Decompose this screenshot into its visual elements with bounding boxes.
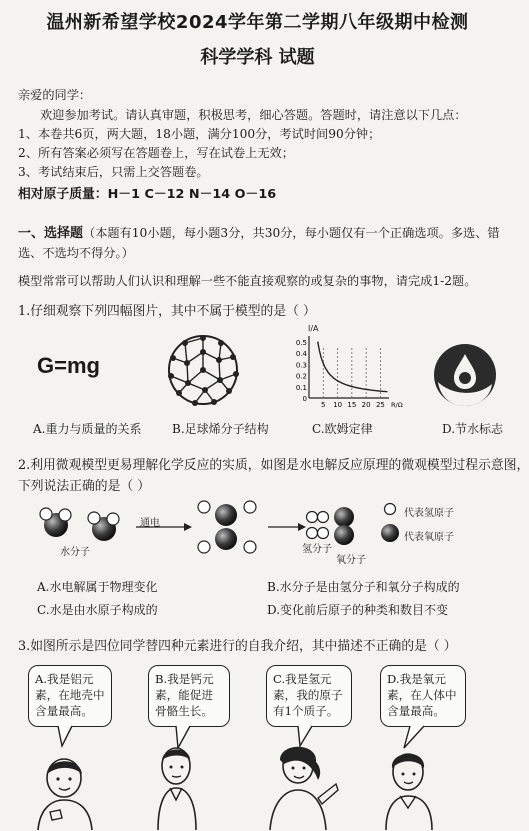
graph-y-tick: 0: [302, 395, 307, 403]
section-heading: 一、选择题: [18, 226, 84, 241]
note-1: 1、本卷共6页，两大题，18小题，满分100分，考试时间90分钟；: [18, 127, 381, 141]
q1-stem: 1.仔细观察下列四幅图片，其中不属于模型的是（ ）: [18, 304, 316, 319]
student-b-figure: [148, 742, 208, 830]
q1-option-a: A.重力与质量的关系: [33, 422, 142, 436]
formula-gmg: G=mg: [37, 353, 100, 378]
section-heading-line: [18, 222, 500, 241]
graph-x-tick: 25: [375, 401, 385, 409]
fullerene-icon: [163, 330, 243, 410]
greeting: 亲爱的同学：: [18, 88, 92, 102]
graph-x-unit: R/Ω: [391, 401, 403, 409]
q3-stem: 3.如图所示是四位同学替四种元素进行的自我介绍，其中描述不正确的是（ ）: [18, 639, 457, 654]
speech-bubble-d: D.我是氧元 素，在人体中 含量最高。: [380, 665, 466, 727]
q2-stem-2: 下列说法正确的是（ ）: [18, 479, 151, 494]
speech-bubble-c: C.我是氢元 素，我的原子 有1个质子。: [266, 665, 352, 727]
graph-x-tick: 10: [333, 401, 343, 409]
section-lead: 模型常常可以帮助人们认识和理解一些不能直接观察的或复杂的事物，请完成1-2题。: [18, 274, 477, 288]
q2-option-b: B.水分子是由氢分子和氧分子构成的: [267, 580, 460, 594]
section-desc-2: 选、不选均不得分。）: [18, 246, 134, 260]
section-desc-1: （本题有10小题，每小题3分，共30分，每小题仅有一个正确选项。多选、错: [83, 226, 500, 240]
exam-subtitle: 科学学科 试题: [200, 47, 315, 68]
graph-x-tick: 5: [321, 401, 326, 409]
exam-title: 温州新希望学校2024学年第二学期八年级期中检测: [46, 12, 469, 33]
student-d-figure: [376, 746, 444, 830]
q1-option-d: D.节水标志: [442, 422, 504, 436]
student-c-figure: [262, 740, 342, 830]
q1-option-c: C.欧姆定律: [312, 422, 373, 436]
legend-oxygen-atom: 代表氧原子: [404, 532, 454, 543]
graph-curve: [318, 342, 388, 392]
speech-bubble-b: B.我是钙元 素，能促进 骨骼生长。: [148, 665, 230, 727]
q2-option-c: C.水是由水原子构成的: [37, 603, 158, 617]
speech-bubble-a: A.我是铝元 素，在地壳中 含量最高。: [28, 665, 112, 727]
graph-x-tick: 20: [361, 401, 371, 409]
label-water-molecule: 水分子: [60, 547, 90, 558]
water-saving-logo-icon: [432, 342, 498, 408]
ohm-law-graph: [293, 326, 403, 410]
q2-option-d: D.变化前后原子的种类和数目不变: [267, 603, 449, 617]
arrow-label-electricity: 通电: [140, 518, 160, 529]
label-hydrogen-molecule: 氢分子: [302, 544, 332, 555]
welcome-text: 欢迎参加考试。请认真审题，积极思考，细心答题。答题时，请注意以下几点：: [40, 108, 467, 122]
q2-stem-1: 2.利用微观模型更易理解化学反应的实质，如图是水电解反应原理的微观模型过程示意图，: [18, 458, 529, 473]
legend-hydrogen-atom: 代表氢原子: [404, 508, 454, 519]
graph-y-tick: 0.5: [295, 339, 307, 347]
graph-y-tick: 0.1: [295, 383, 307, 392]
atomic-mass: 相对原子质量：H－1 C－12 N－14 O－16: [18, 187, 277, 202]
q2-option-a: A.水电解属于物理变化: [37, 580, 158, 594]
graph-y-tick: 0.3: [295, 361, 307, 370]
student-a-figure: [30, 752, 100, 830]
graph-y-tick: 0.4: [295, 350, 307, 359]
graph-y-tick: 0.2: [295, 372, 307, 381]
q1-option-b: B.足球烯分子结构: [172, 422, 269, 436]
label-oxygen-molecule: 氧分子: [336, 555, 366, 566]
note-2: 2、所有答案必须写在答题卷上，写在试卷上无效；: [18, 146, 294, 160]
graph-x-tick: 15: [347, 401, 357, 409]
note-3: 3、考试结束后，只需上交答题卷。: [18, 165, 209, 179]
graph-y-unit: I/A: [308, 324, 319, 333]
